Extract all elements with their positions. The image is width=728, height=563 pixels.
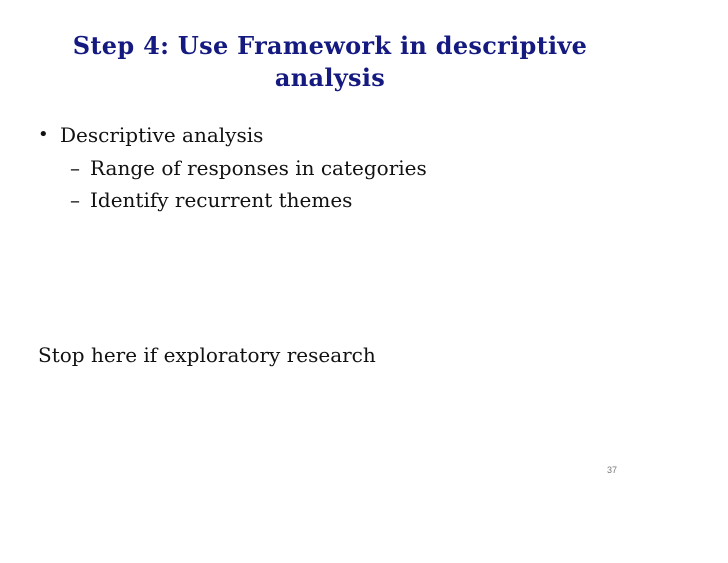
- bullet-marker: •: [38, 124, 49, 145]
- bullet-list: [38, 118, 638, 216]
- sub-bullet-item: [38, 184, 638, 216]
- slide-title: [60, 30, 600, 94]
- title-line-1: Step 4: Use Framework in descriptive: [72, 31, 588, 60]
- page-number: 37: [607, 465, 618, 475]
- sub-bullet-text: Range of responses in categories: [90, 156, 427, 180]
- bullet-text: Descriptive analysis: [60, 123, 264, 147]
- sub-bullet-marker: –: [70, 188, 80, 212]
- note-text: Stop here if exploratory research: [38, 343, 376, 367]
- sub-bullet-item: [38, 152, 638, 184]
- sub-bullet-text: Identify recurrent themes: [90, 188, 353, 212]
- sub-bullet-marker: –: [70, 156, 80, 180]
- bullet-item: [38, 118, 638, 152]
- title-line-2: analysis: [274, 63, 386, 92]
